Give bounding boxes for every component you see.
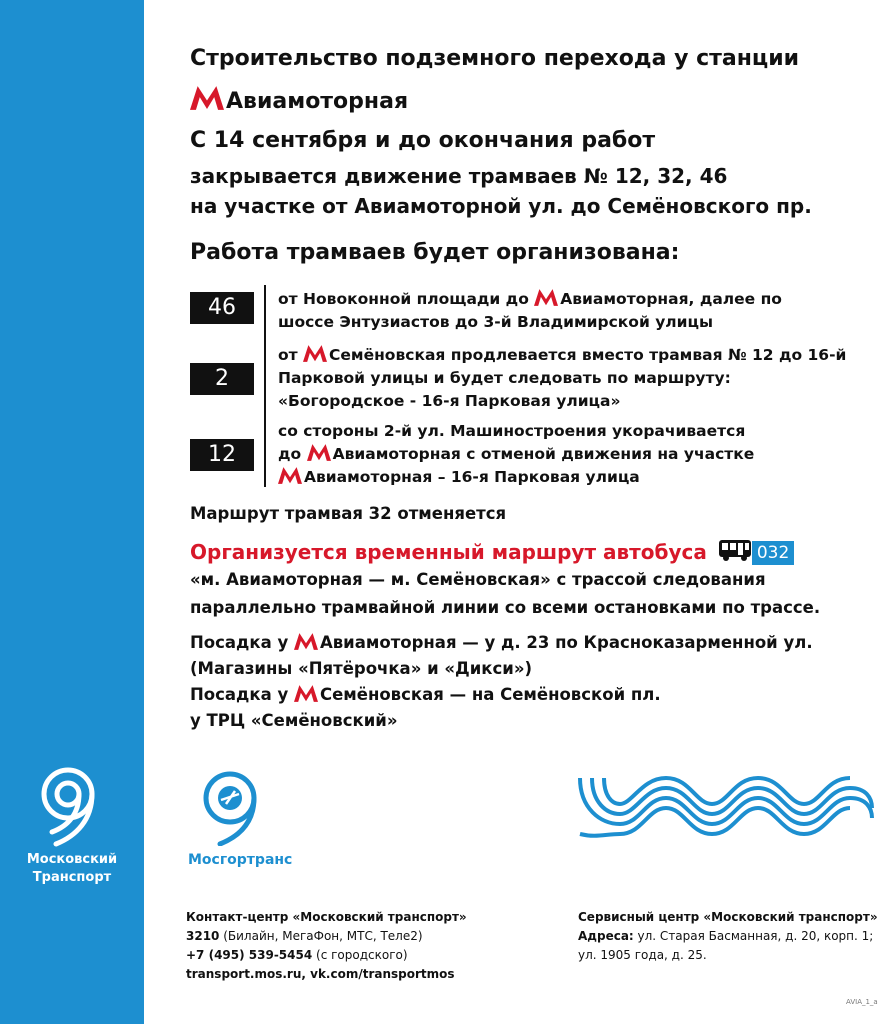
print-code: AVIA_1_a: [846, 998, 878, 1006]
page-title: Строительство подземного перехода у станции: [190, 46, 800, 71]
contact-phone-short: 3210: [186, 929, 220, 943]
schedule-line-3: на участке от Авиамоторной ул. до Семёновского пр.: [190, 194, 812, 218]
metro-m-icon: [294, 685, 318, 702]
metro-m-icon: [307, 444, 331, 461]
route-badge-2: 2: [190, 363, 254, 395]
bus-route-line-1: «м. Авиамоторная — м. Семёновская» с трассой следования: [190, 570, 766, 589]
bus-route-number: 032: [752, 541, 794, 565]
logo-line-2: Транспорт: [32, 870, 112, 885]
metro-m-icon: [294, 633, 318, 650]
nine-logo-icon: [22, 762, 122, 847]
moscow-transport-logo: [22, 762, 122, 887]
nine-logo-icon: [188, 766, 278, 846]
contact-center: Контакт-центр «Московский транспорт» 3210 (Билайн, МегаФон, МТС, Теле2) +7 (495) 539-5454 (с городского) transport.mos.ru, vk.com/transportmos: [186, 908, 467, 984]
service-title: Сервисный центр «Московский транспорт»: [578, 910, 878, 924]
mos-waves-icon: [576, 768, 876, 848]
station-name: Авиамоторная: [226, 89, 409, 114]
schedule-line-2: закрывается движение трамваев № 12, 32, 46: [190, 164, 728, 188]
metro-m-icon: [303, 345, 327, 362]
mosgortrans-name: Мосгортранс: [188, 852, 293, 868]
metro-m-icon: [190, 86, 224, 110]
contact-phone: +7 (495) 539-5454: [186, 948, 313, 962]
bus-route-line-2: параллельно трамвайной линии со всеми остановками по трассе.: [190, 598, 821, 617]
route-badge-46: 46: [190, 292, 254, 324]
route-2-text: от Семёновская продлевается вместо трамвая № 12 до 16-й Парковой улицы и будет следовать по маршруту: «Богородское - 16-я Парковая улица»: [278, 346, 847, 410]
bus-icon: [718, 538, 752, 562]
metro-m-icon: [534, 289, 558, 306]
route-46-text: от Новоконной площади до Авиамоторная, далее по шоссе Энтузиастов до 3-й Владимирской улицы: [278, 290, 782, 331]
organization-heading: Работа трамваев будет организована:: [190, 240, 680, 265]
logo-line-1: Московский: [26, 852, 118, 867]
metro-m-icon: [278, 467, 302, 484]
contact-web: transport.mos.ru, vk.com/transportmos: [186, 967, 455, 981]
routes-divider: [264, 285, 266, 487]
mosgortrans-logo: [188, 766, 298, 868]
contact-title: Контакт-центр «Московский транспорт»: [186, 910, 467, 924]
temp-bus-heading: Организуется временный маршрут автобуса 032: [190, 538, 794, 565]
route-badge-12: 12: [190, 439, 254, 471]
title-station: [190, 86, 408, 114]
route-12-text: со стороны 2-й ул. Машиностроения укорачивается до Авиамоторная с отменой движения на участке Авиамоторная – 16-я Парковая улица: [278, 422, 755, 486]
cancelled-notice: Маршрут трамвая 32 отменяется: [190, 504, 507, 523]
schedule-line-1: С 14 сентября и до окончания работ: [190, 128, 656, 153]
service-center: Сервисный центр «Московский транспорт» Адреса: ул. Старая Басманная, д. 20, корп. 1; ул. 1905 года, д. 25.: [578, 910, 878, 962]
bus-stops: Посадка у Авиамоторная — у д. 23 по Красноказарменной ул. (Магазины «Пятёрочка» и «Дикси») Посадка у Семёновская — на Семёновской пл. у ТРЦ «Семёновский»: [190, 633, 813, 730]
